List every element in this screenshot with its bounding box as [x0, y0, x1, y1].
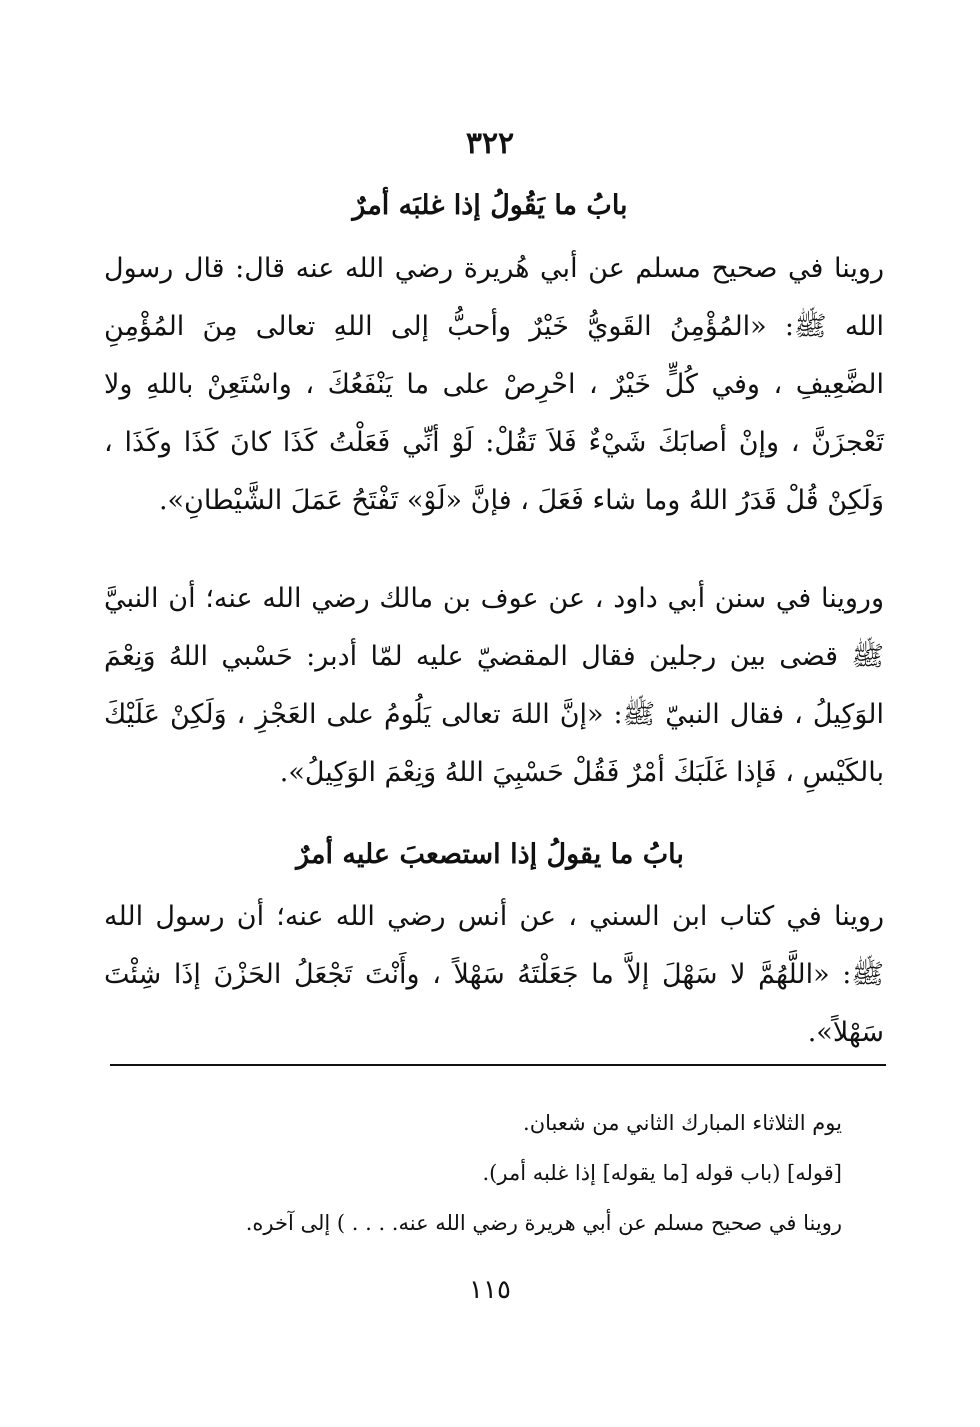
- chapter-heading-when-difficult: بابُ ما يقولُ إذا استصعبَ عليه أمرٌ: [296, 839, 684, 870]
- hadith-paragraph-muslim: روينا في صحيح مسلم عن أبي هُريرة رضي الله عنه قال: قال رسول الله ﷺ: «المُؤْمِنُ القَويُّ خَيْرٌ وأحبُّ إلى اللهِ تعالى مِنَ المُؤْمِنِ الضَّعِيفِ ، وفي كُلٍّ خَيْرٌ ، احْرِصْ على ما يَنْفَعُكَ ، واسْتَعِنْ باللهِ ولا تَعْجزَنَّ ، وإنْ أصابَكَ شَيْءٌ فَلاَ تَقُلْ: لَوْ أنِّي فَعَلْتُ كَذَا كانَ كَذَا وكَذَا ، وَلَكِنْ قُلْ قَدَرُ اللهُ وما شاء فَعَلَ ، فإنَّ «لَوْ» تَفْتَحُ عَمَلَ الشَّيْطانِ».: [104, 253, 884, 516]
- footnote-line: روينا في صحيح مسلم عن أبي هريرة رضي الله عنه. . . . ) إلى آخره.: [245, 1211, 842, 1235]
- footnotes: [120, 1098, 842, 1248]
- footnote-line: [قوله] (باب قوله [ما يقوله] إذا غلبه أمر).: [482, 1161, 842, 1185]
- hadith-paragraph-abu-dawud: وروينا في سنن أبي داود ، عن عوف بن مالك رضي الله عنه؛ أن النبيَّ ﷺ قضى بين رجلين فقال المقضيّ عليه لمّا أدبر: حَسْبي اللهُ وَنِعْمَ الوَكِيلُ ، فقال النبيّ ﷺ: «إنَّ اللهَ تعالى يَلُومُ على العَجْزِ ، وَلَكِنْ عَلَيْكَ بالكَيْسِ ، فَإذا غَلَبَكَ أمْرٌ فَقُلْ حَسْبِيَ اللهُ وَنِعْمَ الوَكِيلُ».: [104, 583, 884, 788]
- footnote-divider: [110, 1064, 886, 1066]
- folio-number: ١١٥: [469, 1275, 511, 1305]
- chapter-heading-when-overcome: بابُ ما يَقُولُ إذا غلبَه أمرٌ: [352, 190, 628, 221]
- hadith-paragraph-ibn-sunni: روينا في كتاب ابن السني ، عن أنس رضي الله عنه؛ أن رسول الله ﷺ: «اللَّهُمَّ لا سَهْلَ إلاَّ ما جَعَلْتَهُ سَهْلاً ، وأَنْتَ تَجْعَلُ الحَزْنَ إذَا شِئْتَ سَهْلاً».: [104, 901, 885, 1048]
- page-number: ٣٢٢: [465, 126, 515, 161]
- footnote-line: يوم الثلاثاء المبارك الثاني من شعبان.: [523, 1111, 842, 1135]
